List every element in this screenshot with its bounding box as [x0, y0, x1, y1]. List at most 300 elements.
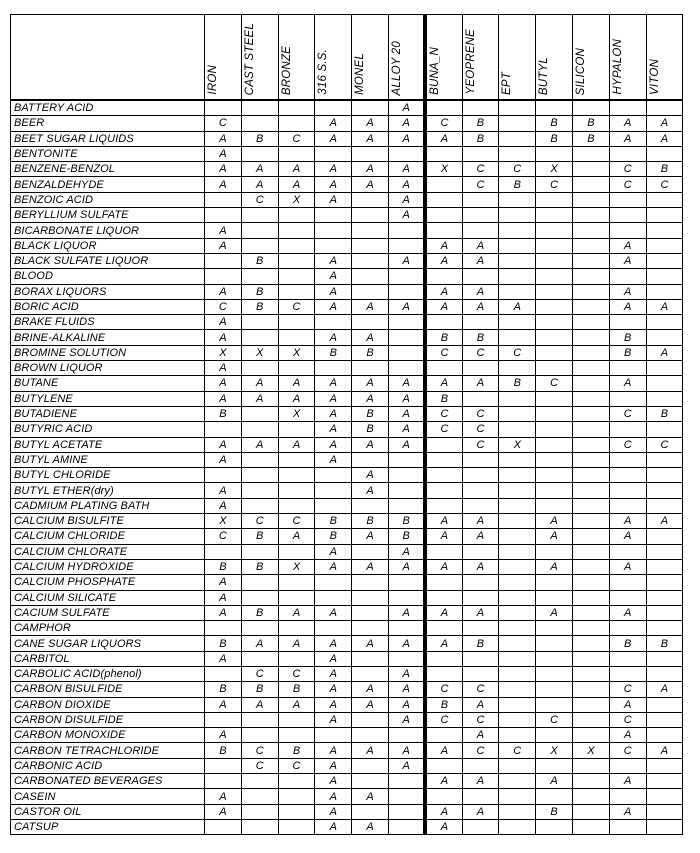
rating-cell [609, 651, 646, 666]
rating-cell [241, 146, 278, 161]
rating-cell: A [646, 743, 683, 758]
rating-cell [315, 621, 352, 636]
rating-cell [278, 253, 315, 268]
column-header-label: ALLOY 20 [390, 40, 403, 95]
rating-cell [425, 621, 462, 636]
rating-cell [536, 146, 573, 161]
rating-cell: A [352, 177, 389, 192]
rating-cell: B [609, 636, 646, 651]
rating-cell [536, 789, 573, 804]
rating-cell [241, 575, 278, 590]
rating-cell [499, 223, 536, 238]
rating-cell: A [315, 452, 352, 467]
rating-cell: A [425, 131, 462, 146]
rating-cell: B [462, 636, 499, 651]
rating-cell: A [388, 192, 425, 207]
rating-cell [499, 498, 536, 513]
rating-cell [536, 697, 573, 712]
rating-cell [536, 330, 573, 345]
rating-cell: A [388, 299, 425, 314]
chemical-name: BUTYL ACETATE [11, 437, 205, 452]
rating-cell: A [425, 636, 462, 651]
rating-cell: X [536, 162, 573, 177]
rating-cell: A [315, 743, 352, 758]
chemical-name: CATSUP [11, 819, 205, 834]
rating-cell: A [425, 529, 462, 544]
rating-cell [315, 483, 352, 498]
rating-cell: A [205, 131, 242, 146]
rating-cell: C [499, 162, 536, 177]
chemical-name: CARBON DISULFIDE [11, 712, 205, 727]
rating-cell [425, 483, 462, 498]
column-header-label: IRON [207, 65, 219, 95]
rating-cell [462, 223, 499, 238]
rating-cell: C [278, 666, 315, 681]
rating-cell: A [315, 299, 352, 314]
rating-cell [425, 651, 462, 666]
rating-cell [499, 131, 536, 146]
rating-cell: A [352, 697, 389, 712]
rating-cell: B [205, 559, 242, 574]
table-row [11, 299, 683, 314]
rating-cell [352, 712, 389, 727]
rating-cell [646, 575, 683, 590]
rating-cell [241, 452, 278, 467]
rating-cell: A [352, 299, 389, 314]
column-header-label: EPT [501, 72, 514, 95]
rating-cell [425, 544, 462, 559]
rating-cell [572, 636, 609, 651]
column-header [536, 15, 573, 101]
rating-cell: A [425, 804, 462, 819]
rating-cell: B [609, 345, 646, 360]
rating-cell: C [499, 345, 536, 360]
rating-cell [388, 238, 425, 253]
rating-cell: A [425, 819, 462, 834]
rating-cell [241, 804, 278, 819]
rating-cell: A [646, 299, 683, 314]
table-row [11, 774, 683, 789]
rating-cell: B [462, 131, 499, 146]
rating-cell: X [278, 406, 315, 421]
rating-cell [646, 728, 683, 743]
rating-cell [315, 238, 352, 253]
rating-cell [462, 590, 499, 605]
column-header-label: VITON [648, 59, 661, 95]
chemical-name: CANE SUGAR LIQUORS [11, 636, 205, 651]
rating-cell: A [462, 728, 499, 743]
rating-cell: A [388, 559, 425, 574]
rating-cell: A [205, 361, 242, 376]
rating-cell: A [352, 529, 389, 544]
rating-cell [609, 819, 646, 834]
table-row [11, 666, 683, 681]
rating-cell [609, 361, 646, 376]
rating-cell: A [536, 605, 573, 620]
rating-cell [646, 483, 683, 498]
rating-cell: A [315, 697, 352, 712]
rating-cell [572, 590, 609, 605]
rating-cell [388, 728, 425, 743]
rating-cell: A [278, 437, 315, 452]
rating-cell [278, 315, 315, 330]
chemical-name: BENZENE-BENZOL [11, 162, 205, 177]
rating-cell: B [205, 682, 242, 697]
table-row [11, 590, 683, 605]
rating-cell [278, 116, 315, 131]
table-row [11, 498, 683, 513]
table-row [11, 819, 683, 834]
rating-cell [609, 100, 646, 116]
rating-cell: C [425, 406, 462, 421]
rating-cell: A [388, 605, 425, 620]
rating-cell: A [425, 376, 462, 391]
rating-cell: A [205, 177, 242, 192]
rating-cell: A [352, 131, 389, 146]
chemical-name: CALCIUM HYDROXIDE [11, 559, 205, 574]
column-header [572, 15, 609, 101]
rating-cell: A [536, 514, 573, 529]
rating-cell [278, 452, 315, 467]
table-row [11, 315, 683, 330]
rating-cell [388, 315, 425, 330]
rating-cell [646, 391, 683, 406]
rating-cell: A [609, 559, 646, 574]
rating-cell [352, 192, 389, 207]
rating-cell: A [205, 804, 242, 819]
rating-cell: A [352, 162, 389, 177]
rating-cell: A [205, 437, 242, 452]
rating-cell [462, 315, 499, 330]
rating-cell [536, 345, 573, 360]
rating-cell: A [425, 299, 462, 314]
rating-cell [278, 330, 315, 345]
rating-cell [572, 315, 609, 330]
rating-cell [241, 315, 278, 330]
rating-cell: B [241, 605, 278, 620]
rating-cell: A [499, 299, 536, 314]
rating-cell [425, 223, 462, 238]
rating-cell: A [388, 376, 425, 391]
rating-cell: A [462, 284, 499, 299]
rating-cell [241, 712, 278, 727]
rating-cell [499, 575, 536, 590]
rating-cell [241, 483, 278, 498]
rating-cell [572, 146, 609, 161]
rating-cell [609, 452, 646, 467]
rating-cell: A [462, 376, 499, 391]
rating-cell: A [315, 391, 352, 406]
rating-cell [646, 529, 683, 544]
rating-cell [646, 146, 683, 161]
rating-cell [462, 192, 499, 207]
rating-cell [462, 651, 499, 666]
compatibility-sheet [10, 14, 683, 835]
rating-cell [609, 468, 646, 483]
rating-cell: A [315, 131, 352, 146]
rating-cell: A [241, 177, 278, 192]
rating-cell [425, 498, 462, 513]
rating-cell [425, 100, 462, 116]
rating-cell [572, 804, 609, 819]
table-row [11, 437, 683, 452]
rating-cell [241, 100, 278, 116]
rating-cell: A [315, 636, 352, 651]
rating-cell [499, 621, 536, 636]
table-row [11, 284, 683, 299]
rating-cell: A [241, 697, 278, 712]
table-row [11, 422, 683, 437]
rating-cell: C [425, 712, 462, 727]
rating-cell: B [572, 116, 609, 131]
rating-cell: A [278, 376, 315, 391]
column-header-label: BUTYL [538, 56, 551, 95]
rating-cell: A [462, 253, 499, 268]
rating-cell: C [425, 116, 462, 131]
table-row [11, 177, 683, 192]
rating-cell: A [609, 804, 646, 819]
rating-cell [572, 575, 609, 590]
rating-cell [241, 406, 278, 421]
rating-cell: A [609, 697, 646, 712]
rating-cell [462, 100, 499, 116]
table-row [11, 697, 683, 712]
rating-cell: C [609, 712, 646, 727]
chemical-name: BLACK SULFATE LIQUOR [11, 253, 205, 268]
rating-cell [278, 544, 315, 559]
rating-cell: A [315, 177, 352, 192]
rating-cell [462, 789, 499, 804]
rating-cell: X [205, 345, 242, 360]
rating-cell [462, 758, 499, 773]
rating-cell: B [499, 376, 536, 391]
rating-cell [462, 269, 499, 284]
rating-cell [315, 223, 352, 238]
rating-cell [205, 192, 242, 207]
rating-cell [572, 697, 609, 712]
rating-cell [352, 605, 389, 620]
rating-cell [425, 177, 462, 192]
rating-cell [278, 590, 315, 605]
rating-cell [205, 819, 242, 834]
table-row [11, 743, 683, 758]
rating-cell [572, 376, 609, 391]
rating-cell [462, 819, 499, 834]
rating-cell [388, 575, 425, 590]
rating-cell: A [462, 529, 499, 544]
rating-cell: C [462, 682, 499, 697]
rating-cell [352, 544, 389, 559]
rating-cell [499, 253, 536, 268]
rating-cell: C [609, 177, 646, 192]
rating-cell [536, 758, 573, 773]
rating-cell: A [425, 284, 462, 299]
rating-cell: C [241, 743, 278, 758]
rating-cell: A [609, 376, 646, 391]
rating-cell: A [388, 437, 425, 452]
rating-cell [462, 544, 499, 559]
chemical-name: BENZOIC ACID [11, 192, 205, 207]
rating-cell [499, 514, 536, 529]
rating-cell [572, 712, 609, 727]
rating-cell [241, 728, 278, 743]
rating-cell: B [205, 743, 242, 758]
chemical-name: BATTERY ACID [11, 100, 205, 116]
rating-cell [536, 299, 573, 314]
rating-cell: A [388, 253, 425, 268]
rating-cell: A [315, 284, 352, 299]
rating-cell: A [205, 391, 242, 406]
rating-cell: C [462, 743, 499, 758]
rating-cell: A [315, 774, 352, 789]
rating-cell [536, 666, 573, 681]
rating-cell [315, 361, 352, 376]
rating-cell [646, 361, 683, 376]
column-header-label: CAST STEEL [243, 22, 256, 95]
rating-cell [425, 575, 462, 590]
chemical-name: BUTANE [11, 376, 205, 391]
rating-cell: X [536, 743, 573, 758]
rating-cell [646, 559, 683, 574]
rating-cell: B [462, 330, 499, 345]
rating-cell [352, 238, 389, 253]
rating-cell [572, 238, 609, 253]
rating-cell: A [352, 559, 389, 574]
rating-cell [425, 437, 462, 452]
rating-cell: C [462, 177, 499, 192]
rating-cell [499, 666, 536, 681]
rating-cell [499, 269, 536, 284]
column-header [425, 15, 462, 101]
rating-cell: B [352, 406, 389, 421]
rating-cell: A [388, 712, 425, 727]
rating-cell: A [315, 192, 352, 207]
rating-cell [278, 575, 315, 590]
rating-cell: A [536, 529, 573, 544]
rating-cell [499, 697, 536, 712]
rating-cell [572, 391, 609, 406]
rating-cell [241, 223, 278, 238]
rating-cell [315, 575, 352, 590]
table-row [11, 376, 683, 391]
rating-cell [536, 544, 573, 559]
rating-cell: B [388, 514, 425, 529]
rating-cell [572, 330, 609, 345]
rating-cell: A [241, 437, 278, 452]
rating-cell [609, 544, 646, 559]
rating-cell: A [205, 238, 242, 253]
rating-cell [572, 483, 609, 498]
rating-cell [425, 361, 462, 376]
rating-cell [499, 208, 536, 223]
rating-cell [462, 666, 499, 681]
rating-cell [278, 208, 315, 223]
column-header [609, 15, 646, 101]
rating-cell: B [425, 697, 462, 712]
rating-cell [352, 758, 389, 773]
column-header [278, 15, 315, 101]
rating-cell [536, 452, 573, 467]
rating-cell [352, 284, 389, 299]
chemical-compatibility-table [10, 14, 683, 835]
rating-cell: A [315, 422, 352, 437]
rating-cell: A [388, 697, 425, 712]
rating-cell: A [352, 636, 389, 651]
rating-cell: A [205, 223, 242, 238]
rating-cell [536, 590, 573, 605]
rating-cell [536, 682, 573, 697]
rating-cell [646, 774, 683, 789]
rating-cell [646, 712, 683, 727]
rating-cell [499, 483, 536, 498]
rating-cell [499, 559, 536, 574]
rating-cell [315, 208, 352, 223]
header-row [11, 15, 683, 101]
rating-cell [536, 621, 573, 636]
rating-cell [646, 452, 683, 467]
rating-cell [536, 728, 573, 743]
rating-cell [352, 651, 389, 666]
rating-cell [572, 774, 609, 789]
rating-cell [572, 559, 609, 574]
rating-cell: A [352, 116, 389, 131]
rating-cell [499, 361, 536, 376]
rating-cell [278, 789, 315, 804]
rating-cell [241, 238, 278, 253]
rating-cell: X [499, 437, 536, 452]
rating-cell: C [536, 712, 573, 727]
rating-cell: A [609, 131, 646, 146]
rating-cell: A [315, 330, 352, 345]
rating-cell [499, 100, 536, 116]
rating-cell [241, 651, 278, 666]
chemical-name: CALCIUM CHLORIDE [11, 529, 205, 544]
rating-cell [499, 422, 536, 437]
rating-cell [388, 498, 425, 513]
chemical-name: CARBON DIOXIDE [11, 697, 205, 712]
rating-cell [278, 146, 315, 161]
rating-cell [315, 590, 352, 605]
rating-cell: C [499, 743, 536, 758]
rating-cell [536, 636, 573, 651]
rating-cell [241, 422, 278, 437]
rating-cell: A [425, 238, 462, 253]
chemical-name: CALCIUM SILICATE [11, 590, 205, 605]
rating-cell [388, 804, 425, 819]
rating-cell: A [352, 376, 389, 391]
rating-cell [572, 361, 609, 376]
rating-cell: C [536, 177, 573, 192]
rating-cell [388, 651, 425, 666]
rating-cell: A [241, 162, 278, 177]
rating-cell: C [536, 376, 573, 391]
rating-cell [572, 605, 609, 620]
rating-cell [352, 361, 389, 376]
rating-cell: A [315, 406, 352, 421]
rating-cell: A [352, 789, 389, 804]
rating-cell: X [572, 743, 609, 758]
rating-cell: A [315, 162, 352, 177]
rating-cell [462, 452, 499, 467]
rating-cell [609, 789, 646, 804]
table-row [11, 238, 683, 253]
table-row [11, 391, 683, 406]
rating-cell [205, 621, 242, 636]
rating-cell [388, 223, 425, 238]
rating-cell: C [425, 345, 462, 360]
rating-cell [352, 804, 389, 819]
rating-cell: A [536, 774, 573, 789]
